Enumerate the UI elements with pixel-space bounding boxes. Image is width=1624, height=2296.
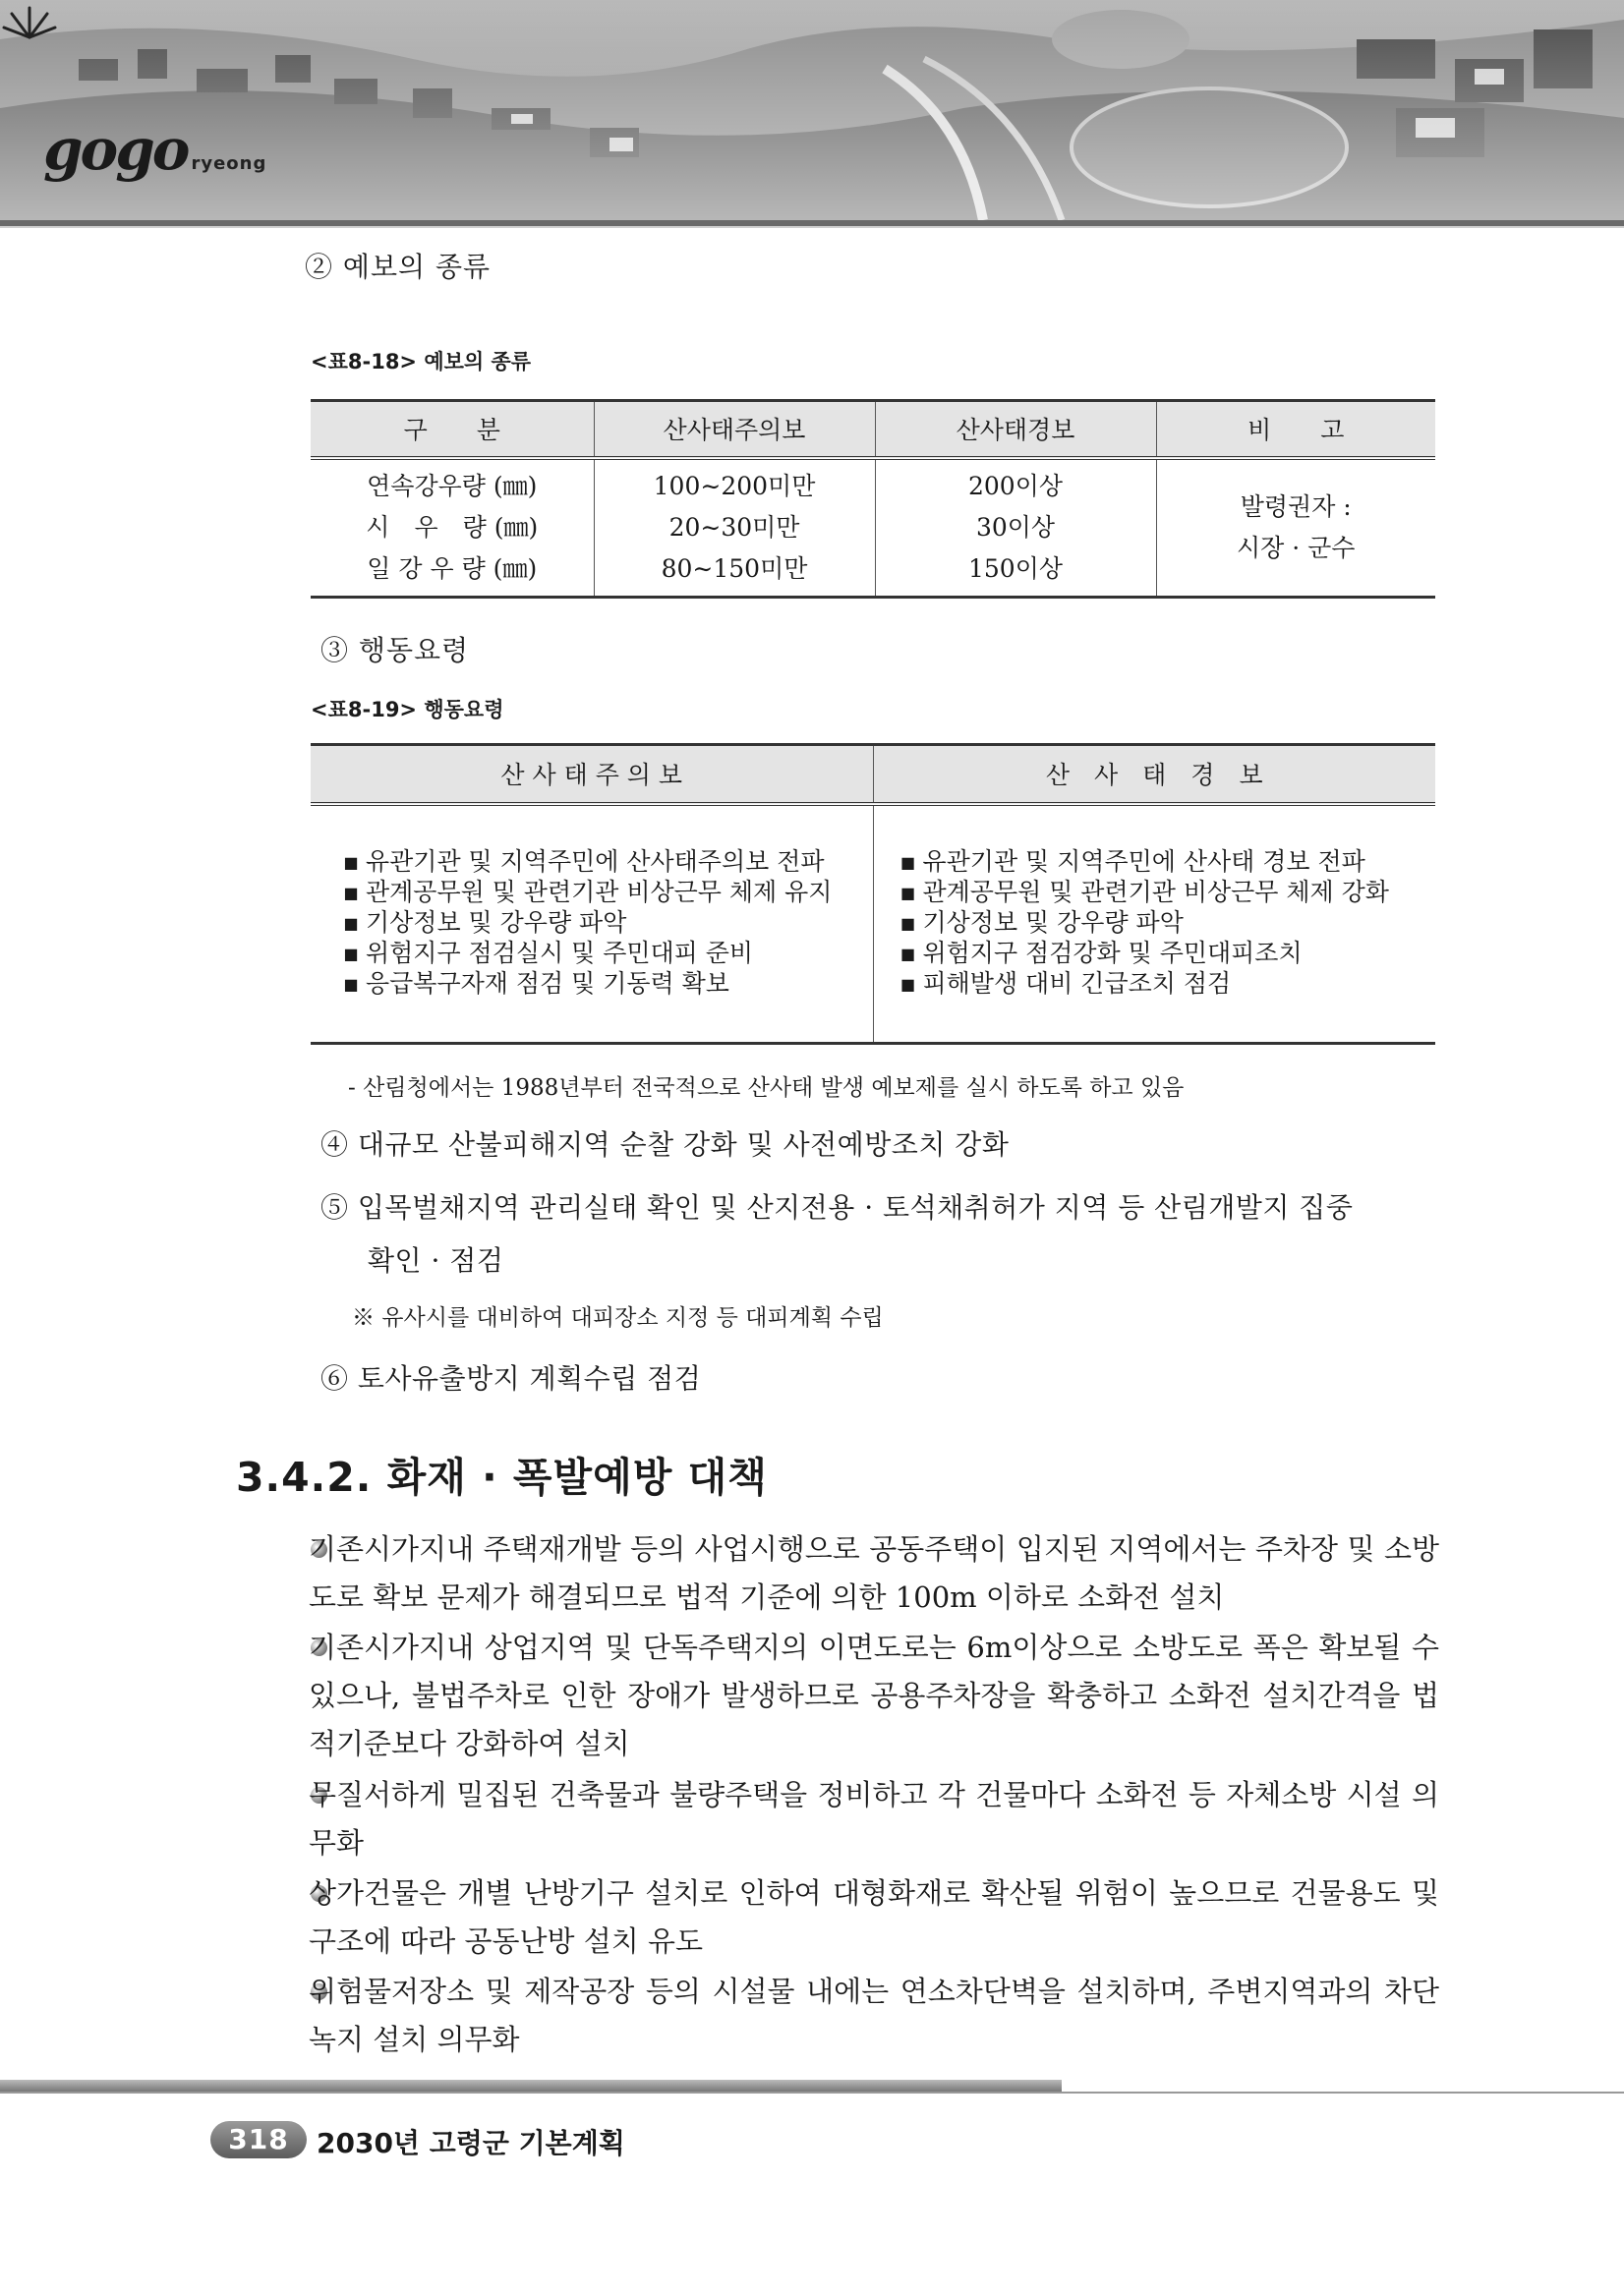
square-bullet-icon: ■ xyxy=(343,975,359,995)
square-bullet-icon: ■ xyxy=(343,945,359,964)
list-item: ■ 유관기관 및 지역주민에 산사태주의보 전파 xyxy=(336,847,853,878)
list-item: ■ 응급복구자재 점검 및 기동력 확보 xyxy=(336,969,853,1000)
col-header-remarks: 비 고 xyxy=(1156,401,1435,458)
section-bullet-4: 상가건물은 개별 난방기구 설치로 인하여 대형화재로 확산될 위험이 높으므로 건물용도 및 구조에 따라 공동난방 설치 유도 xyxy=(309,1876,1439,1958)
watch-hourly: 20∼30미만 xyxy=(668,512,800,542)
remark-issuer: 시장 · 군수 xyxy=(1237,533,1356,562)
col-header-watch-actions: 산 사 태 주 의 보 xyxy=(311,745,873,804)
warning-actions-list xyxy=(894,847,1417,1000)
watch-actions-list xyxy=(336,847,853,1000)
sun-rays-icon xyxy=(0,0,59,39)
watch-values-cell xyxy=(594,458,875,598)
header-banner xyxy=(0,0,1624,230)
remarks-cell xyxy=(1156,458,1435,598)
list-item: ■ 관계공무원 및 관련기관 비상근무 체제 강화 xyxy=(894,878,1417,908)
section-bullet-1: 기존시가지내 주택재개발 등의 사업시행으로 공동주택이 입지된 지역에서는 주차장 및 소방도로 확보 문제가 해결되므로 법적 기준에 의한 100m 이하로 소화전 설치 xyxy=(309,1532,1439,1614)
square-bullet-icon: ■ xyxy=(899,884,916,903)
square-bullet-icon: ■ xyxy=(899,853,916,873)
item-4: ④ 대규모 산불피해지역 순찰 강화 및 사전예방조치 강화 xyxy=(320,1128,1010,1161)
warning-actions-cell xyxy=(873,804,1435,1044)
square-bullet-icon: ■ xyxy=(899,945,916,964)
square-bullet-icon: ■ xyxy=(343,884,359,903)
forecast-types-table xyxy=(311,399,1435,599)
section-bullet-2: 기존시가지내 상업지역 및 단독주택지의 이면도로는 6m이상으로 소방도로 폭은 확보될 수 있으나, 불법주차로 인한 장애가 발생하므로 공용주차장을 확충하고 소화전 설치간격을 법적기준보다 강화하여 설치 xyxy=(309,1631,1439,1760)
table-8-18-caption: <표8-18> 예보의 종류 xyxy=(311,350,532,373)
remark-issuer-label: 발령권자 : xyxy=(1240,491,1352,521)
square-bullet-icon: ■ xyxy=(899,914,916,934)
item-6: ⑥ 토사유출방지 계획수립 점검 xyxy=(320,1362,702,1395)
list-item: ■ 기상정보 및 강우량 파악 xyxy=(336,908,853,939)
square-bullet-icon: ■ xyxy=(899,975,916,995)
section-title: 3.4.2. 화재 · 폭발예방 대책 xyxy=(236,1454,768,1501)
action-guide-heading: ③ 행동요령 xyxy=(320,634,470,666)
col-header-category: 구 분 xyxy=(311,401,594,458)
warning-values-cell xyxy=(875,458,1156,598)
list-item: ■ 피해발생 대비 긴급조치 점검 xyxy=(894,969,1417,1000)
watch-actions-cell xyxy=(311,804,873,1044)
warning-daily: 150이상 xyxy=(967,553,1064,583)
list-item: ■ 기상정보 및 강우량 파악 xyxy=(894,908,1417,939)
evacuation-remark: ※ 유사시를 대비하여 대피장소 지정 등 대피계획 수립 xyxy=(352,1305,884,1331)
section-bullet-3: 무질서하게 밀집된 건축물과 불량주택을 정비하고 각 건물마다 소화전 등 자체소방 시설 의무화 xyxy=(309,1778,1439,1860)
action-guide-table xyxy=(311,743,1435,1045)
list-item: ■ 위험지구 점검실시 및 주민대피 준비 xyxy=(336,939,853,969)
square-bullet-icon: ■ xyxy=(343,853,359,873)
list-item: ■ 위험지구 점검강화 및 주민대피조치 xyxy=(894,939,1417,969)
col-header-warning-actions: 산 사 태 경 보 xyxy=(873,745,1435,804)
col-header-watch: 산사태주의보 xyxy=(594,401,875,458)
item-5-line-2: 확인 · 점검 xyxy=(368,1244,504,1277)
label-hourly-rainfall: 시 우 량 (㎜) xyxy=(366,512,539,542)
footer-bar xyxy=(0,2080,1062,2092)
page-number: 318 xyxy=(210,2121,307,2158)
logo-sub: ryeong xyxy=(191,153,267,174)
warning-hourly: 30이상 xyxy=(975,512,1056,542)
list-item: ■ 관계공무원 및 관련기관 비상근무 체제 유지 xyxy=(336,878,853,908)
list-item: ■ 유관기관 및 지역주민에 산사태 경보 전파 xyxy=(894,847,1417,878)
col-header-warning: 산사태경보 xyxy=(875,401,1156,458)
forecast-types-heading: ② 예보의 종류 xyxy=(305,251,492,283)
warning-continuous: 200이상 xyxy=(967,471,1064,500)
label-continuous-rainfall: 연속강우량 (㎜) xyxy=(367,471,538,500)
row-labels-cell xyxy=(311,458,594,598)
logo xyxy=(43,116,266,183)
footer-title: 2030년 고령군 기본계획 xyxy=(317,2127,625,2159)
item-5-line-1: ⑤ 입목벌채지역 관리실태 확인 및 산지전용 · 토석채취허가 지역 등 산림개발지 집중 xyxy=(320,1191,1354,1224)
aerial-photo-illustration xyxy=(0,0,1624,230)
table-8-19-caption: <표8-19> 행동요령 xyxy=(311,698,504,721)
label-daily-rainfall: 일 강 우 량 (㎜) xyxy=(367,553,538,583)
forecast-note: - 산림청에서는 1988년부터 전국적으로 산사태 발생 예보제를 실시 하도록 하고 있음 xyxy=(348,1075,1185,1101)
square-bullet-icon: ■ xyxy=(343,914,359,934)
watch-continuous: 100∼200미만 xyxy=(653,471,816,500)
watch-daily: 80∼150미만 xyxy=(661,553,808,583)
section-bullet-5: 위험물저장소 및 제작공장 등의 시설물 내에는 연소차단벽을 설치하며, 주변지역과의 차단녹지 설치 의무화 xyxy=(309,1975,1439,2056)
footer-divider xyxy=(0,2092,1624,2094)
logo-text: gogo xyxy=(43,116,188,183)
